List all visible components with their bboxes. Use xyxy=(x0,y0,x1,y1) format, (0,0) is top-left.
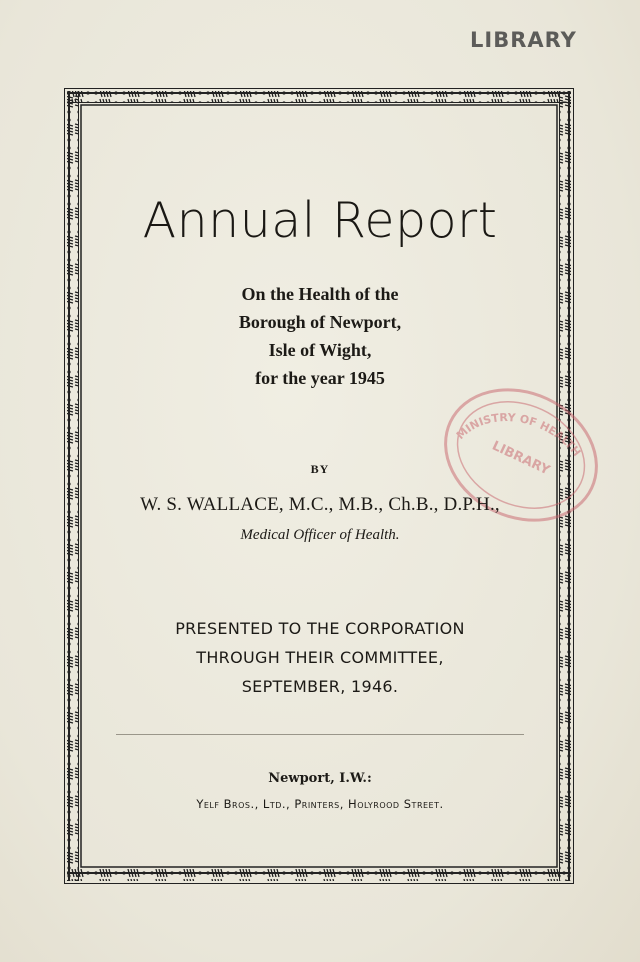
by-label: BY xyxy=(310,462,330,476)
subtitle-line: On the Health of the xyxy=(241,284,399,304)
presented-line: PRESENTED TO THE CORPORATION xyxy=(175,619,465,638)
presented-line: SEPTEMBER, 1946. xyxy=(241,677,399,696)
subtitle-line: Borough of Newport, xyxy=(238,312,402,332)
presentation-note xyxy=(0,614,640,701)
report-title: Annual Report xyxy=(142,192,498,249)
author-role: Medical Officer of Health. xyxy=(240,527,400,543)
printer-credit: Yelf Bros., Ltd., Printers, Holyrood Street. xyxy=(196,797,444,811)
divider-rule xyxy=(116,734,524,735)
presented-line: THROUGH THEIR COMMITTEE, xyxy=(196,648,444,667)
author-name: W. S. WALLACE, M.C., M.B., Ch.B., D.P.H., xyxy=(140,494,500,515)
stamp-center-text: LIBRARY xyxy=(489,438,552,479)
subtitle-line: for the year 1945 xyxy=(255,368,385,388)
library-stamp: LIBRARY xyxy=(470,28,577,52)
subtitle-line: Isle of Wight, xyxy=(268,340,372,360)
publication-place: Newport, I.W.: xyxy=(268,771,372,786)
report-subtitle xyxy=(0,280,640,392)
stamp-top-text: MINISTRY OF HEALTH xyxy=(453,410,584,459)
